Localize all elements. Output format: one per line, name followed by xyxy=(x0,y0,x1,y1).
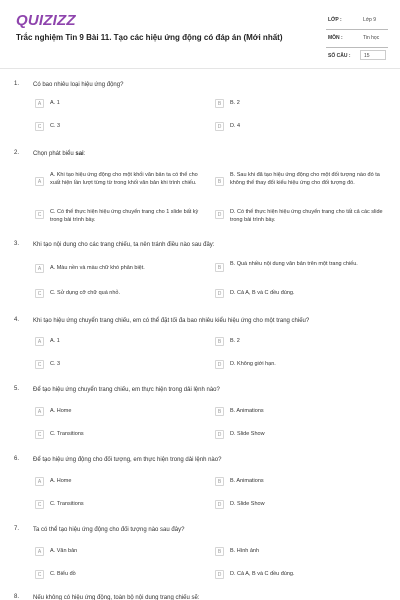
option-key-box: D xyxy=(215,500,224,509)
meta-label: SỐ CÂU : xyxy=(328,53,351,59)
question-number: 5. xyxy=(14,386,20,392)
option-key-box: A xyxy=(35,337,44,346)
option-text: C. Biểu đồ xyxy=(50,571,76,577)
question-text: Nếu không có hiệu ứng động, toàn bộ nội dung trang chiếu sẽ: xyxy=(33,595,200,600)
option-key-box: B xyxy=(215,263,224,272)
question-text: Khi tạo hiệu ứng chuyển trang chiếu, em có thể đặt tối đa bao nhiêu kiểu hiệu ứng cho một trang chiếu? xyxy=(33,318,310,324)
option-key-box: C xyxy=(35,122,44,131)
option-key-box: B xyxy=(215,547,224,556)
option-text: D. Cả A, B và C đều đúng. xyxy=(230,290,295,296)
option-text: B. Animations xyxy=(230,478,264,484)
question-number: 3. xyxy=(14,241,20,247)
option-text: A. Home xyxy=(50,408,72,414)
meta-row-subject xyxy=(326,30,388,48)
option-text: A. Khi tạo hiệu ứng động cho một khối văn bản ta có thể cho xuất hiện lần lượt từng từ trong khối văn bản khi trình chiếu. xyxy=(50,172,198,186)
question-number: 7. xyxy=(14,526,20,532)
option-key-box: D xyxy=(215,570,224,579)
option-text: C. Transitions xyxy=(50,431,84,437)
emphasis-word: sai xyxy=(75,151,84,157)
option-key-box: D xyxy=(215,289,224,298)
worksheet-header xyxy=(0,0,400,68)
option-key-box: D xyxy=(215,430,224,439)
option-key-box: A xyxy=(35,177,44,186)
option-key-box: A xyxy=(35,407,44,416)
option-text: D. Không giới hạn. xyxy=(230,361,276,367)
meta-row-class xyxy=(326,12,388,30)
meta-value: Tin học xyxy=(363,35,380,41)
option-text: C. Có thể thực hiện hiệu ứng chuyển trang cho 1 slide bất kỳ trong bài trình bày. xyxy=(50,209,199,223)
option-text: A. Văn bản xyxy=(50,548,78,554)
meta-label: MÔN : xyxy=(328,35,343,41)
question-text: Chọn phát biểu sai: xyxy=(33,151,86,157)
option-key-box: A xyxy=(35,99,44,108)
option-text: C. Sử dụng cỡ chữ quá nhỏ. xyxy=(50,290,120,296)
option-text: B. Quá nhiều nội dung văn bản trên một trang chiếu. xyxy=(230,261,358,267)
worksheet-title: Trắc nghiệm Tin 9 Bài 11. Tạo các hiệu ứng động có đáp án (Mới nhất) xyxy=(16,33,283,42)
option-text: B. Animations xyxy=(230,408,264,414)
option-text: B. Hình ảnh xyxy=(230,548,260,554)
option-key-box: C xyxy=(35,289,44,298)
option-text: C. 3 xyxy=(50,123,61,129)
quizizz-logo: QUIZIZZ xyxy=(16,12,76,29)
option-text: D. 4 xyxy=(230,123,241,129)
option-key-box: A xyxy=(35,264,44,273)
option-key-box: B xyxy=(215,407,224,416)
option-text: D. Có thể thực hiện hiệu ứng chuyển trang cho tất cả các slide trong bài trình bày. xyxy=(230,209,383,223)
option-key-box: C xyxy=(35,210,44,219)
option-key-box: D xyxy=(215,360,224,369)
option-text: D. Slide Show xyxy=(230,501,265,507)
question-number: 8. xyxy=(14,594,20,600)
meta-value: Lớp 9 xyxy=(363,17,377,23)
option-text: B. 2 xyxy=(230,338,240,344)
meta-row-count xyxy=(326,48,388,65)
option-key-box: B xyxy=(215,177,224,186)
option-text: D. Cả A, B và C đều đúng. xyxy=(230,571,295,577)
question-number: 6. xyxy=(14,456,20,462)
question-text: Khi tạo nội dung cho các trang chiếu, ta nên tránh điều nào sau đây: xyxy=(33,242,215,248)
option-text: A. 1 xyxy=(50,100,60,106)
option-text: C. 3 xyxy=(50,361,61,367)
option-text: D. Slide Show xyxy=(230,431,265,437)
option-key-box: D xyxy=(215,122,224,131)
question-number: 1. xyxy=(14,81,20,87)
option-text: A. Home xyxy=(50,478,72,484)
option-text: B. 2 xyxy=(230,100,240,106)
option-key-box: A xyxy=(35,547,44,556)
meta-label: LỚP : xyxy=(328,17,342,23)
option-text: A. Màu nền và màu chữ khó phân biệt. xyxy=(50,265,145,271)
option-key-box: B xyxy=(215,477,224,486)
question-number: 4. xyxy=(14,317,20,323)
question-number: 2. xyxy=(14,150,20,156)
option-key-box: C xyxy=(35,360,44,369)
question-text: Ta có thể tạo hiệu ứng động cho đối tượng nào sau đây? xyxy=(33,527,185,533)
option-key-box: B xyxy=(215,99,224,108)
meta-panel xyxy=(326,12,388,65)
header-divider xyxy=(0,68,400,69)
option-text: C. Transitions xyxy=(50,501,84,507)
option-key-box: C xyxy=(35,430,44,439)
option-key-box: C xyxy=(35,500,44,509)
option-text: A. 1 xyxy=(50,338,60,344)
option-key-box: C xyxy=(35,570,44,579)
meta-value: 15 xyxy=(360,50,386,60)
option-key-box: A xyxy=(35,477,44,486)
option-key-box: D xyxy=(215,210,224,219)
option-key-box: B xyxy=(215,337,224,346)
question-text: Có bao nhiêu loại hiệu ứng động? xyxy=(33,82,124,88)
question-text: Để tạo hiệu ứng chuyển trang chiếu, em thực hiện trong dải lệnh nào? xyxy=(33,387,220,393)
option-text: B. Sau khi đã tạo hiệu ứng động cho một đối tượng nào đó ta không thể thay đổi kiểu hiệu ứng cho đối tượng đó. xyxy=(230,172,380,186)
question-text: Để tạo hiệu ứng động cho đối tượng, em thực hiện trong dải lệnh nào? xyxy=(33,457,222,463)
